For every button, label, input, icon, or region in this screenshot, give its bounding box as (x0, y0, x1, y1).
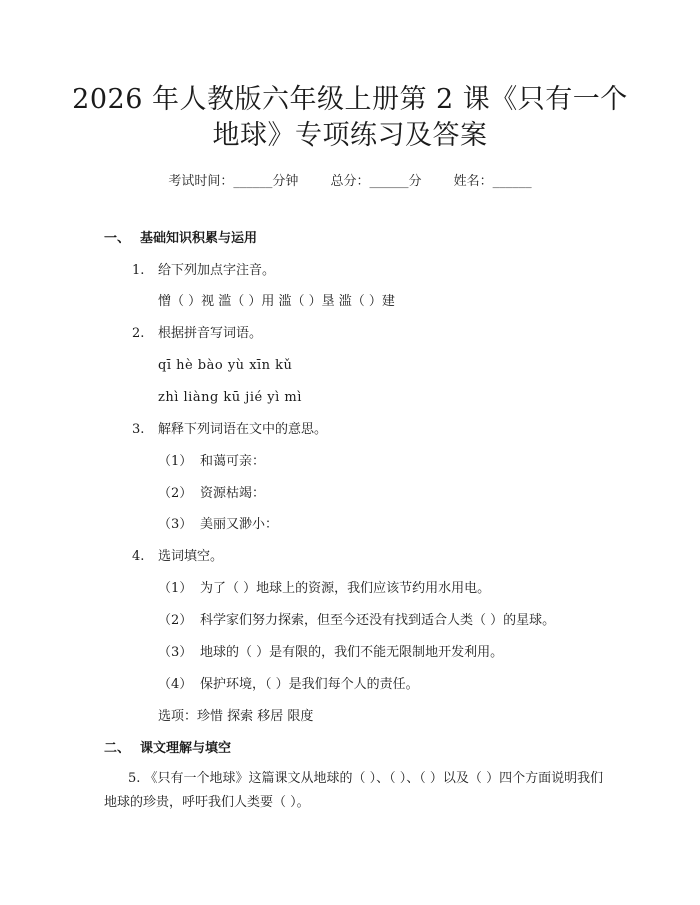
sub-item-number: （2） (158, 486, 193, 501)
sub-item (158, 516, 278, 534)
sub-item (158, 580, 490, 598)
section-heading-2 (104, 740, 231, 758)
sub-item-number: （3） (158, 645, 193, 660)
word-options: 选项：珍惜 探索 移居 限度 (158, 709, 314, 724)
question-number: 4. (132, 549, 145, 564)
section-title: 课文理解与填空 (140, 741, 232, 756)
pinyin-line: zhì liàng kū jié yì mì (158, 390, 302, 405)
sub-item-number: （1） (158, 454, 193, 469)
sub-item-text: 保护环境，（ ）是我们每个人的责任。 (200, 677, 419, 692)
sub-item (158, 644, 503, 662)
sub-item-text: 美丽又渺小： (200, 517, 279, 532)
section-number: 一、 (104, 231, 131, 246)
sub-item (158, 676, 419, 694)
sub-item (158, 612, 555, 630)
sub-item-text: 地球的（ ）是有限的，我们不能无限制地开发利用。 (200, 645, 504, 660)
sub-item-number: （1） (158, 581, 193, 596)
question-number: 3. (132, 422, 145, 437)
sub-item-text: 为了（ ）地球上的资源，我们应该节约用水用电。 (200, 581, 491, 596)
section-heading-1 (104, 230, 257, 248)
sub-item-number: （3） (158, 517, 193, 532)
sub-item (158, 453, 265, 471)
question-content: 憎（ ）视 滥（ ）用 滥（ ）垦 滥（ ）建 (158, 294, 395, 309)
sub-item-text: 科学家们努力探索，但至今还没有找到适合人类（ ）的星球。 (200, 613, 556, 628)
student-name-field: 姓名：______ (453, 174, 532, 189)
sub-item-text: 和蔼可亲： (200, 454, 266, 469)
sub-item-number: （4） (158, 677, 193, 692)
exam-time-field: 考试时间：______分钟 (168, 174, 299, 189)
question-text: 选词填空。 (158, 549, 224, 564)
sub-item-text: 资源枯竭： (200, 486, 266, 501)
section-number: 二、 (104, 741, 131, 756)
document-title-line-1: 2026 年人教版六年级上册第 2 课《只有一个 (72, 84, 628, 115)
section-title: 基础知识积累与运用 (140, 231, 258, 246)
document-title-line-2: 地球》专项练习及答案 (212, 120, 488, 151)
question-number: 2. (132, 326, 145, 341)
total-score-field: 总分：______分 (330, 174, 422, 189)
question-text: 根据拼音写词语。 (158, 326, 263, 341)
question-text: 解释下列词语在文中的意思。 (158, 422, 328, 437)
sub-item (158, 485, 265, 503)
question-text: 给下列加点字注音。 (158, 263, 276, 278)
sub-item-number: （2） (158, 613, 193, 628)
question-paragraph: 5. 《只有一个地球》这篇课文从地球的（ ）、（ ）、（ ）以及（ ）四个方面说明我们地球的珍贵，呼吁我们人类要（ ）。 (104, 771, 604, 810)
pinyin-line: qī hè bào yù xīn kǔ (158, 358, 293, 373)
exam-meta (0, 170, 700, 189)
question-number: 1. (132, 263, 145, 278)
